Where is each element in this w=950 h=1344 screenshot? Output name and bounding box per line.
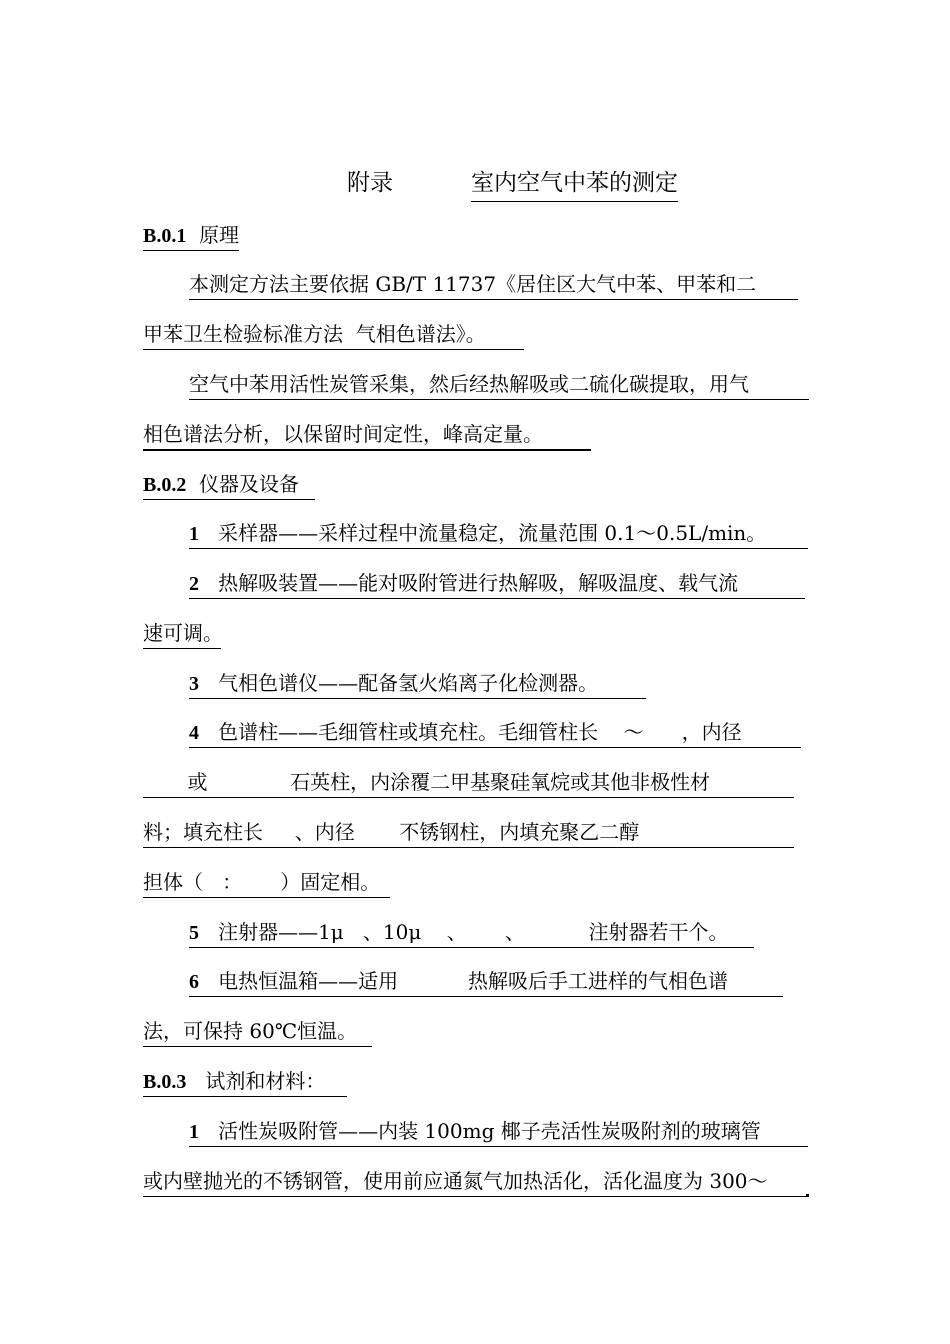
section-heading-b03 [143,1068,347,1097]
list-item [189,570,805,599]
list-item-continuation: 或 石英柱，内涂覆二甲基聚硅氧烷或其他非极性材 [143,769,794,798]
section-number: B.0.3 [143,1071,187,1093]
section-heading-b01 [143,222,239,251]
item-number: 3 [189,673,199,695]
list-item [189,968,783,997]
section-heading-b02 [143,471,315,500]
appendix-label: 附录 [347,170,393,196]
item-text: 色谱柱——毛细管柱或填充柱。毛细管柱长 ～ ，内径 [218,720,742,744]
section-number: B.0.2 [143,474,187,496]
list-item-continuation: 料；填充柱长 、内径 不锈钢柱，内填充聚乙二醇 [143,819,794,848]
paragraph-line: 相色谱法分析，以保留时间定性，峰高定量。 [143,421,591,451]
list-item-continuation: 速可调。 [143,620,221,649]
list-item [189,520,808,549]
section-title: 试剂和材料： [205,1069,326,1093]
section-title: 仪器及设备 [199,472,300,496]
paragraph-line: 空气中苯用活性炭管采集，然后经热解吸或二硫化碳提取，用气 [189,371,809,400]
page-title: 室内空气中苯的测定 [471,168,678,202]
item-text: 热解吸装置——能对吸附管进行热解吸，解吸温度、载气流 [218,571,739,595]
page-mark [806,1194,809,1197]
item-text: 活性炭吸附管——内装 100mg 椰子壳活性炭吸附剂的玻璃管 [218,1119,761,1143]
section-number: B.0.1 [143,225,187,247]
item-number: 1 [189,523,199,545]
item-number: 2 [189,573,199,595]
paragraph-line: 本测定方法主要依据 GB/T 11737《居住区大气中苯、甲苯和二 [189,271,798,300]
paragraph-line: 甲苯卫生检验标准方法 气相色谱法》。 [143,321,524,350]
item-number: 6 [189,971,199,993]
list-item [189,670,646,699]
list-item [189,1118,808,1147]
list-item-continuation: 担体（ ： ）固定相。 [143,869,390,898]
item-text: 气相色谱仪——配备氢火焰离子化检测器。 [218,671,599,695]
list-item [189,919,754,948]
section-title: 原理 [199,223,240,247]
item-number: 5 [189,922,199,944]
list-item-continuation: 或内壁抛光的不锈钢管，使用前应通氮气加热活化，活化温度为 300～ [143,1168,807,1197]
item-number: 4 [189,722,199,744]
list-item-continuation: 法，可保持 60℃恒温。 [143,1018,372,1047]
list-item [189,719,801,748]
item-text: 注射器——1μ 、10μ 、 、 注射器若干个。 [218,920,729,944]
item-text: 电热恒温箱——适用 热解吸后手工进样的气相色谱 [218,969,729,993]
item-text: 采样器——采样过程中流量稳定，流量范围 0.1～0.5L/min。 [218,521,767,545]
item-number: 1 [189,1121,199,1143]
